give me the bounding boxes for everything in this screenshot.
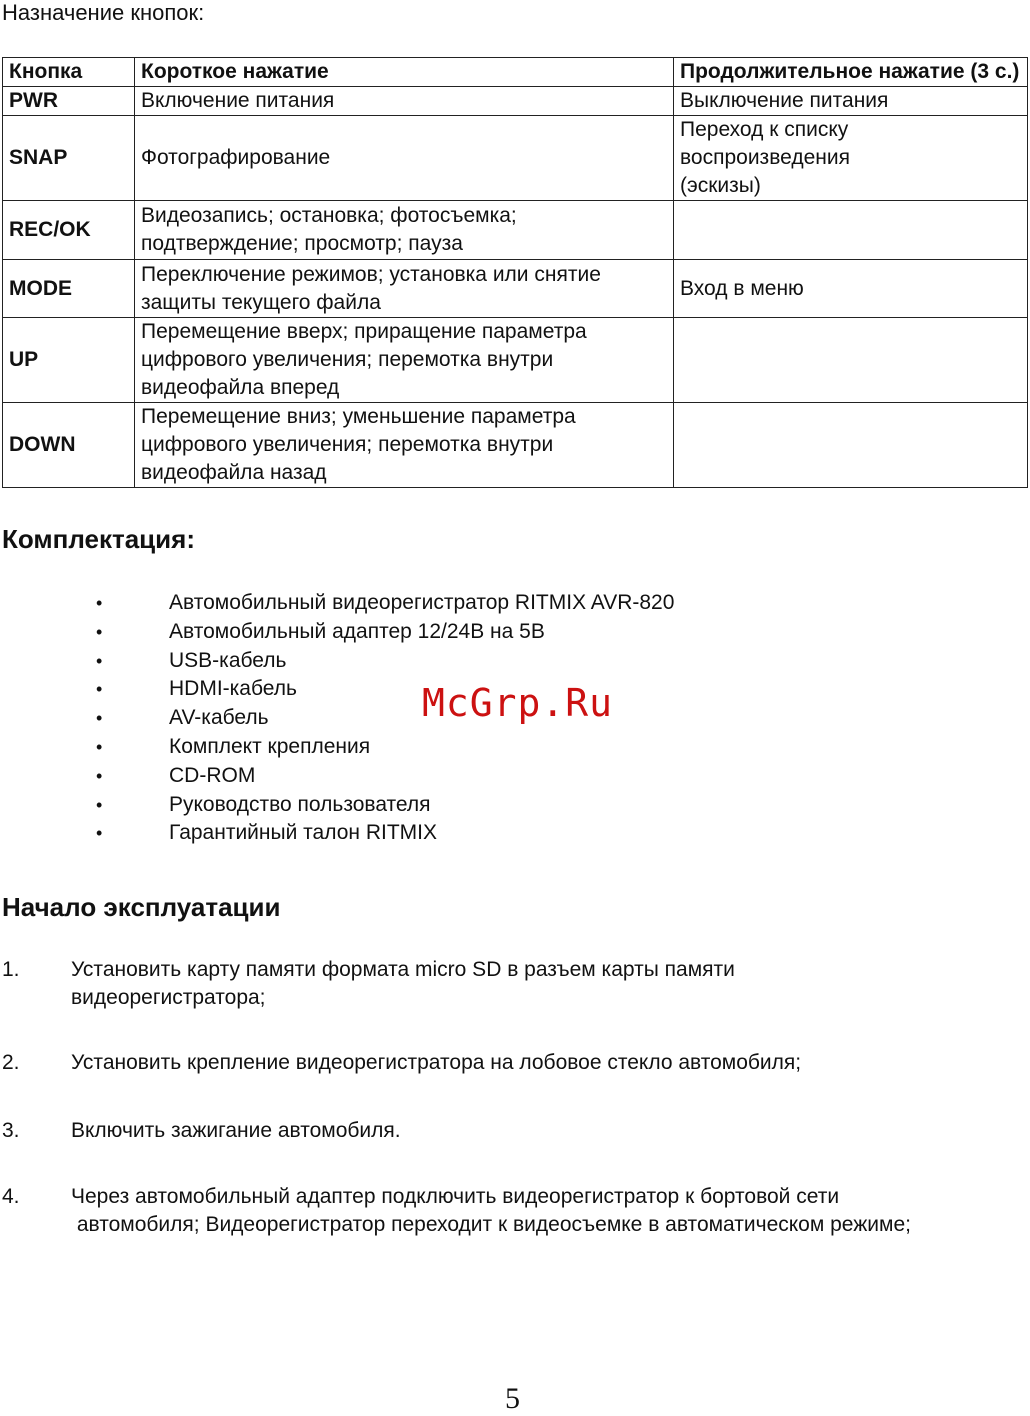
table-row xyxy=(3,260,1028,318)
bullet-icon: • xyxy=(96,650,103,671)
row-short-press: Фотографирование xyxy=(135,116,674,201)
list-item-text: Автомобильный видеорегистратор RITMIX AVR-820 xyxy=(169,591,675,614)
table-row xyxy=(3,318,1028,403)
page-number: 5 xyxy=(505,1382,520,1415)
row-short-press: Включение питания xyxy=(135,87,674,116)
bullet-icon: • xyxy=(96,765,103,786)
list-item-text: Гарантийный талон RITMIX xyxy=(169,821,437,845)
list-item-text: Руководство пользователя xyxy=(169,792,431,816)
bullet-icon: • xyxy=(96,621,103,642)
step-number: 3. xyxy=(2,1119,20,1142)
header-short-press: Короткое нажатие xyxy=(135,58,674,87)
step-number: 1. xyxy=(2,958,20,981)
bullet-icon: • xyxy=(96,794,103,815)
row-short-press: Видеозапись; остановка; фотосъемка; подтверждение; просмотр; пауза xyxy=(135,201,674,260)
row-button: SNAP xyxy=(3,116,135,201)
watermark-link[interactable]: McGrp.Ru xyxy=(422,681,614,725)
step-number: 2. xyxy=(2,1051,20,1074)
step-text-line1: Установить карту памяти формата micro SD в разъем карты памяти xyxy=(71,958,735,981)
row-button: REC/OK xyxy=(3,201,135,260)
row-long-press: Переход к списку воспроизведения (эскизы) xyxy=(674,116,1028,201)
list-item-text: CD-ROM xyxy=(169,763,256,787)
bullet-icon: • xyxy=(96,736,103,757)
step-text-line2: автомобиля; Видеорегистратор переходит к видеосъемке в автоматическом режиме; xyxy=(71,1213,911,1236)
row-long-press xyxy=(674,318,1028,403)
row-short-press: Перемещение вниз; уменьшение параметра цифрового увеличения; перемотка внутри видеофайла назад xyxy=(135,403,674,488)
list-item-text: USB-кабель xyxy=(169,648,287,672)
step-text-line1: Включить зажигание автомобиля. xyxy=(71,1119,401,1142)
row-short-press: Перемещение вверх; приращение параметра цифрового увеличения; перемотка внутри видеофайла вперед xyxy=(135,318,674,403)
list-item-text: Автомобильный адаптер 12/24В на 5В xyxy=(169,619,545,643)
bullet-icon: • xyxy=(96,679,103,700)
row-long-press xyxy=(674,201,1028,260)
list-item-text: HDMI-кабель xyxy=(169,677,297,701)
row-button: MODE xyxy=(3,260,135,318)
step-text-line2: видеорегистратора; xyxy=(71,986,266,1009)
row-button: PWR xyxy=(3,87,135,116)
table-row xyxy=(3,201,1028,260)
row-button: UP xyxy=(3,318,135,403)
header-long-press: Продолжительное нажатие (3 с.) xyxy=(674,58,1028,87)
row-short-press: Переключение режимов; установка или снятие защиты текущего файла xyxy=(135,260,674,318)
row-long-press: Выключение питания xyxy=(674,87,1028,116)
buttons-table xyxy=(2,57,1028,488)
bullet-icon: • xyxy=(96,823,103,844)
bullet-icon: • xyxy=(96,708,103,729)
start-title: Начало эксплуатации xyxy=(2,892,281,922)
table-row xyxy=(3,116,1028,201)
bullet-icon: • xyxy=(96,593,103,613)
row-long-press xyxy=(674,403,1028,488)
list-item-text: AV-кабель xyxy=(169,706,269,730)
table-row xyxy=(3,403,1028,488)
row-long-press: Вход в меню xyxy=(674,260,1028,318)
step-text-line1: Установить крепление видеорегистратора на лобовое стекло автомобиля; xyxy=(71,1051,802,1074)
table-header-row xyxy=(3,58,1028,87)
header-button: Кнопка xyxy=(3,58,135,87)
kit-title: Комплектация: xyxy=(2,524,195,554)
buttons-heading: Назначение кнопок: xyxy=(2,0,205,25)
step-text-line1: Через автомобильный адаптер подключить видеорегистратор к бортовой сети xyxy=(71,1185,840,1208)
table-row xyxy=(3,87,1028,116)
list-item-text: Комплект крепления xyxy=(169,734,371,758)
step-number: 4. xyxy=(2,1185,20,1208)
row-button: DOWN xyxy=(3,403,135,488)
